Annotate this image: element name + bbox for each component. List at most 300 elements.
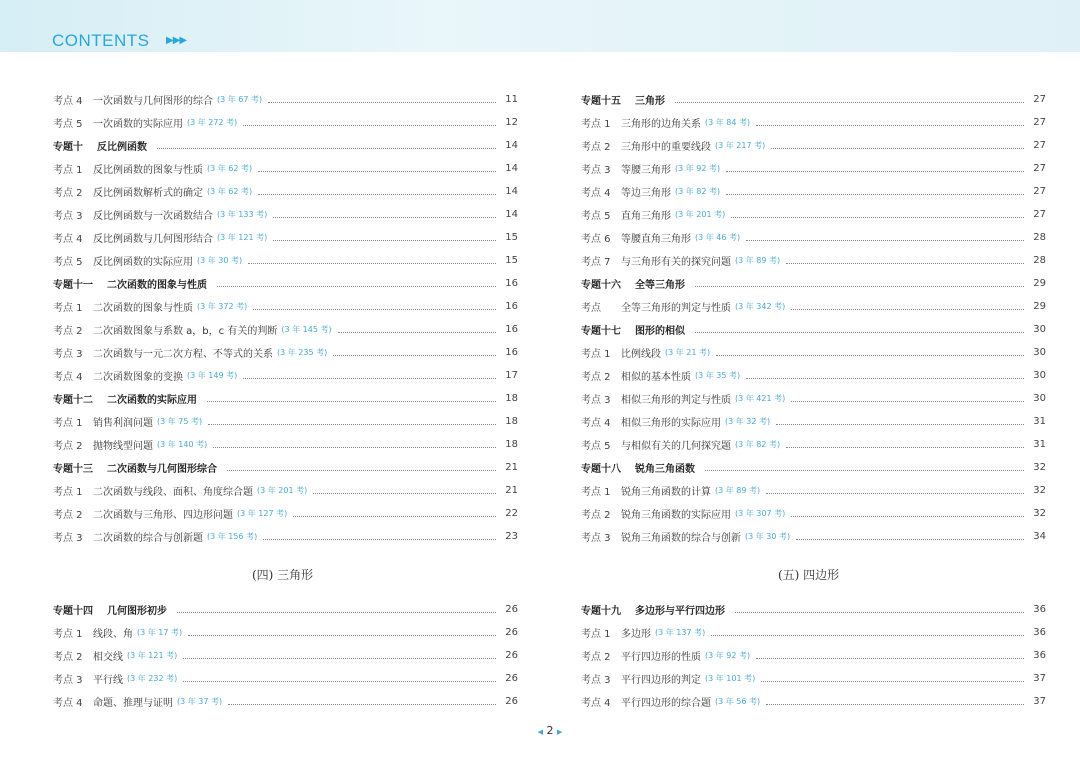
toc-entry-title: 三角形 xyxy=(635,96,665,107)
toc-entry-title: 反比例函数的实际应用 xyxy=(93,257,193,268)
dot-leader xyxy=(177,611,496,613)
toc-entry-number: 考点 2 xyxy=(53,652,83,663)
toc-entry-row[interactable] xyxy=(53,433,518,456)
toc-entry-count: (3 年 217 考) xyxy=(715,141,766,150)
toc-entry-page: 34 xyxy=(1033,531,1046,542)
toc-entry-number: 考点 5 xyxy=(581,441,611,452)
toc-entry-page: 27 xyxy=(1033,186,1046,197)
toc-entry-title: 二次函数的综合与创新题 xyxy=(93,533,203,544)
prev-arrow-icon: ◀ xyxy=(537,728,543,736)
dot-leader xyxy=(675,101,1024,103)
right-toc-bottom xyxy=(581,598,1046,713)
toc-entry-page: 22 xyxy=(505,508,518,519)
toc-entry-count: (3 年 372 考) xyxy=(197,302,248,311)
toc-entry-count: (3 年 32 考) xyxy=(725,417,771,426)
toc-entry-page: 21 xyxy=(505,462,518,473)
toc-entry-number: 考点 4 xyxy=(581,698,611,709)
toc-entry-number: 专题十九 xyxy=(581,606,621,617)
toc-entry-row[interactable] xyxy=(53,157,518,180)
toc-entry-page: 14 xyxy=(505,163,518,174)
dot-leader xyxy=(796,538,1024,540)
toc-entry-title: 二次函数图象与系数 a，b，c 有关的判断 xyxy=(93,326,278,337)
toc-entry-number: 考点 1 xyxy=(53,487,83,498)
toc-entry-count: (3 年 21 考) xyxy=(665,348,711,357)
toc-entry-title: 二次函数的图象与性质 xyxy=(107,280,207,291)
toc-entry-number: 考点 1 xyxy=(53,629,83,640)
toc-entry-row[interactable] xyxy=(581,690,1046,713)
toc-entry-number: 考点 3 xyxy=(53,675,83,686)
dot-leader xyxy=(711,634,1024,636)
toc-entry-number: 考点 4 xyxy=(53,234,83,245)
toc-entry-title: 锐角三角函数 xyxy=(635,464,695,475)
toc-entry-count: (3 年 37 考) xyxy=(177,697,223,706)
page-number xyxy=(530,724,570,737)
toc-entry-row[interactable] xyxy=(53,249,518,272)
section-title-quadrilateral: (五) 四边形 xyxy=(778,568,840,582)
toc-entry-title: 抛物线型问题 xyxy=(93,441,153,452)
dot-leader xyxy=(756,124,1024,126)
toc-entry-number: 考点 5 xyxy=(53,257,83,268)
toc-entry-number: 考点 5 xyxy=(53,119,83,130)
dot-leader xyxy=(776,423,1024,425)
toc-entry-title: 直角三角形 xyxy=(621,211,671,222)
dot-leader xyxy=(791,515,1024,517)
dot-leader xyxy=(746,377,1024,379)
toc-entry-title: 反比例函数与一次函数结合 xyxy=(93,211,213,222)
right-toc-top xyxy=(581,88,1046,548)
toc-entry-number: 专题十三 xyxy=(53,464,93,475)
toc-topic-row[interactable] xyxy=(53,456,518,479)
toc-entry-row[interactable] xyxy=(581,644,1046,667)
toc-entry-number: 考点 3 xyxy=(53,211,83,222)
left-toc-bottom xyxy=(53,598,518,713)
toc-entry-count: (3 年 232 考) xyxy=(127,674,178,683)
toc-entry-row[interactable] xyxy=(53,111,518,134)
toc-entry-page: 28 xyxy=(1033,232,1046,243)
toc-entry-count: (3 年 62 考) xyxy=(207,187,253,196)
dot-leader xyxy=(716,354,1024,356)
toc-entry-title: 多边形 xyxy=(621,629,651,640)
toc-entry-row[interactable] xyxy=(53,479,518,502)
dot-leader xyxy=(333,354,496,356)
dot-leader xyxy=(695,331,1024,333)
toc-entry-number: 考点 2 xyxy=(53,326,83,337)
toc-entry-page: 32 xyxy=(1033,508,1046,519)
toc-entry-page: 11 xyxy=(505,94,518,105)
toc-entry-page: 26 xyxy=(505,673,518,684)
toc-entry-page: 16 xyxy=(505,324,518,335)
dot-leader xyxy=(766,492,1024,494)
toc-entry-number: 考点 4 xyxy=(53,698,83,709)
toc-entry-row[interactable] xyxy=(581,111,1046,134)
toc-entry-page: 16 xyxy=(505,301,518,312)
toc-entry-title: 线段、角 xyxy=(93,629,133,640)
toc-entry-number: 考点 1 xyxy=(53,303,83,314)
left-toc-top xyxy=(53,88,518,548)
toc-entry-count: (3 年 30 考) xyxy=(745,532,791,541)
toc-entry-number: 考点 2 xyxy=(581,510,611,521)
toc-entry-number: 考点 4 xyxy=(581,418,611,429)
toc-entry-row[interactable] xyxy=(53,502,518,525)
toc-entry-title: 比例线段 xyxy=(621,349,661,360)
toc-topic-row[interactable] xyxy=(53,598,518,621)
toc-entry-page: 16 xyxy=(505,347,518,358)
toc-topic-row[interactable] xyxy=(53,387,518,410)
toc-entry-row[interactable] xyxy=(53,295,518,318)
toc-entry-page: 27 xyxy=(1033,209,1046,220)
toc-entry-page: 36 xyxy=(1033,650,1046,661)
toc-entry-number: 考点 3 xyxy=(581,395,611,406)
toc-entry-count: (3 年 235 考) xyxy=(277,348,328,357)
toc-entry-number: 考点 2 xyxy=(581,142,611,153)
dot-leader xyxy=(766,703,1024,705)
toc-entry-title: 锐角三角函数的综合与创新 xyxy=(621,533,741,544)
toc-entry-page: 29 xyxy=(1033,278,1046,289)
toc-entry-row[interactable] xyxy=(581,479,1046,502)
toc-entry-title: 反比例函数 xyxy=(97,142,147,153)
toc-entry-count: (3 年 84 考) xyxy=(705,118,751,127)
dot-leader xyxy=(746,239,1024,241)
toc-entry-title: 等腰三角形 xyxy=(621,165,671,176)
toc-entry-number: 考点 6 xyxy=(581,234,611,245)
dot-leader xyxy=(313,492,496,494)
dot-leader xyxy=(263,538,496,540)
dot-leader xyxy=(268,101,496,103)
toc-entry-page: 15 xyxy=(505,255,518,266)
toc-entry-row[interactable] xyxy=(53,410,518,433)
toc-entry-count: (3 年 82 考) xyxy=(735,440,781,449)
toc-entry-row[interactable] xyxy=(581,433,1046,456)
toc-entry-count: (3 年 67 考) xyxy=(217,95,263,104)
dot-leader xyxy=(735,611,1024,613)
toc-entry-title: 反比例函数的图象与性质 xyxy=(93,165,203,176)
dot-leader xyxy=(183,657,496,659)
toc-entry-page: 18 xyxy=(505,393,518,404)
toc-entry-count: (3 年 56 考) xyxy=(715,697,761,706)
toc-entry-row[interactable] xyxy=(581,226,1046,249)
dot-leader xyxy=(208,423,496,425)
toc-entry-title: 销售利润问题 xyxy=(93,418,153,429)
toc-entry-title: 全等三角形的判定与性质 xyxy=(621,303,731,314)
dot-leader xyxy=(207,400,496,402)
toc-entry-page: 27 xyxy=(1033,94,1046,105)
toc-topic-row[interactable] xyxy=(53,272,518,295)
toc-entry-title: 反比例函数解析式的确定 xyxy=(93,188,203,199)
toc-entry-number: 考点 2 xyxy=(53,441,83,452)
toc-entry-count: (3 年 30 考) xyxy=(197,256,243,265)
toc-entry-page: 37 xyxy=(1033,673,1046,684)
toc-entry-row[interactable] xyxy=(581,364,1046,387)
toc-entry-page: 30 xyxy=(1033,324,1046,335)
toc-entry-page: 26 xyxy=(505,604,518,615)
toc-entry-number: 专题十八 xyxy=(581,464,621,475)
toc-entry-number: 专题十七 xyxy=(581,326,621,337)
toc-entry-row[interactable] xyxy=(581,249,1046,272)
toc-entry-page: 21 xyxy=(505,485,518,496)
toc-entry-count: (3 年 149 考) xyxy=(187,371,238,380)
toc-entry-row[interactable] xyxy=(53,226,518,249)
toc-entry-number: 考点 4 xyxy=(53,372,83,383)
toc-entry-number: 专题十四 xyxy=(53,606,93,617)
toc-entry-title: 图形的相似 xyxy=(635,326,685,337)
toc-entry-title: 相似三角形的实际应用 xyxy=(621,418,721,429)
dot-leader xyxy=(227,469,496,471)
toc-entry-page: 16 xyxy=(505,278,518,289)
dot-leader xyxy=(731,216,1024,218)
toc-entry-count: (3 年 133 考) xyxy=(217,210,268,219)
toc-topic-row[interactable] xyxy=(581,272,1046,295)
toc-entry-page: 14 xyxy=(505,186,518,197)
toc-entry-row[interactable] xyxy=(581,203,1046,226)
toc-entry-count: (3 年 35 考) xyxy=(695,371,741,380)
toc-entry-count: (3 年 46 考) xyxy=(695,233,741,242)
toc-entry-row[interactable] xyxy=(581,134,1046,157)
toc-entry-row[interactable] xyxy=(581,157,1046,180)
toc-entry-page: 31 xyxy=(1033,416,1046,427)
toc-entry-count: (3 年 89 考) xyxy=(735,256,781,265)
toc-entry-page: 30 xyxy=(1033,370,1046,381)
toc-entry-number: 考点 4 xyxy=(53,96,83,107)
toc-entry-count: (3 年 140 考) xyxy=(157,440,208,449)
dot-leader xyxy=(695,285,1024,287)
toc-entry-row[interactable] xyxy=(581,502,1046,525)
toc-entry-row[interactable] xyxy=(581,525,1046,548)
toc-entry-title: 锐角三角函数的计算 xyxy=(621,487,711,498)
toc-entry-page: 32 xyxy=(1033,462,1046,473)
toc-entry-row[interactable] xyxy=(581,180,1046,203)
toc-entry-title: 相交线 xyxy=(93,652,123,663)
toc-entry-count: (3 年 342 考) xyxy=(735,302,786,311)
toc-entry-number: 考点 3 xyxy=(53,349,83,360)
toc-entry-page: 12 xyxy=(505,117,518,128)
toc-entry-title: 全等三角形 xyxy=(635,280,685,291)
toc-entry-row[interactable] xyxy=(53,525,518,548)
toc-entry-title: 等腰直角三角形 xyxy=(621,234,691,245)
toc-entry-row[interactable] xyxy=(53,621,518,644)
dot-leader xyxy=(243,124,496,126)
toc-entry-page: 26 xyxy=(505,627,518,638)
dot-leader xyxy=(338,331,496,333)
toc-entry-number: 考点 4 xyxy=(581,188,611,199)
toc-entry-title: 相似的基本性质 xyxy=(621,372,691,383)
toc-entry-count: (3 年 121 考) xyxy=(217,233,268,242)
toc-entry-page: 14 xyxy=(505,140,518,151)
toc-entry-title: 平行四边形的性质 xyxy=(621,652,701,663)
toc-entry-count: (3 年 89 考) xyxy=(715,486,761,495)
dot-leader xyxy=(786,262,1024,264)
toc-entry-count: (3 年 75 考) xyxy=(157,417,203,426)
toc-entry-row[interactable] xyxy=(53,341,518,364)
toc-entry-count: (3 年 17 考) xyxy=(137,628,183,637)
toc-entry-number: 考点 1 xyxy=(581,349,611,360)
toc-entry-number: 考点 3 xyxy=(581,165,611,176)
toc-entry-number: 考点 2 xyxy=(581,652,611,663)
toc-entry-page: 15 xyxy=(505,232,518,243)
toc-entry-page: 27 xyxy=(1033,163,1046,174)
toc-entry-number: 考点 1 xyxy=(581,629,611,640)
toc-entry-title: 三角形的边角关系 xyxy=(621,119,701,130)
toc-entry-number: 考点 3 xyxy=(53,533,83,544)
toc-entry-count: (3 年 421 考) xyxy=(735,394,786,403)
dot-leader xyxy=(786,446,1024,448)
toc-entry-number: 考点 3 xyxy=(581,675,611,686)
dot-leader xyxy=(791,400,1024,402)
dot-leader xyxy=(726,193,1024,195)
toc-entry-row[interactable] xyxy=(53,667,518,690)
toc-entry-count: (3 年 127 考) xyxy=(237,509,288,518)
toc-entry-row[interactable] xyxy=(581,341,1046,364)
toc-entry-title: 等边三角形 xyxy=(621,188,671,199)
toc-entry-count: (3 年 137 考) xyxy=(655,628,706,637)
toc-entry-number: 考点 1 xyxy=(53,418,83,429)
dot-leader xyxy=(761,680,1024,682)
toc-entry-title: 多边形与平行四边形 xyxy=(635,606,725,617)
toc-entry-number: 专题十一 xyxy=(53,280,93,291)
toc-entry-count: (3 年 307 考) xyxy=(735,509,786,518)
toc-entry-page: 30 xyxy=(1033,393,1046,404)
dot-leader xyxy=(771,147,1024,149)
toc-entry-count: (3 年 272 考) xyxy=(187,118,238,127)
toc-entry-page: 27 xyxy=(1033,117,1046,128)
toc-entry-title: 一次函数的实际应用 xyxy=(93,119,183,130)
toc-entry-title: 锐角三角函数的实际应用 xyxy=(621,510,731,521)
toc-entry-page: 31 xyxy=(1033,439,1046,450)
next-arrow-icon: ▶ xyxy=(557,728,563,736)
toc-entry-title: 与相似有关的几何探究题 xyxy=(621,441,731,452)
toc-entry-row[interactable] xyxy=(581,410,1046,433)
toc-entry-number: 考点 3 xyxy=(581,533,611,544)
toc-entry-page: 17 xyxy=(505,370,518,381)
toc-entry-row[interactable] xyxy=(53,644,518,667)
toc-entry-row[interactable] xyxy=(53,364,518,387)
toc-entry-count: (3 年 62 考) xyxy=(207,164,253,173)
toc-entry-count: (3 年 101 考) xyxy=(705,674,756,683)
toc-topic-row[interactable] xyxy=(581,88,1046,111)
dot-leader xyxy=(228,703,496,705)
toc-entry-title: 平行四边形的综合题 xyxy=(621,698,711,709)
toc-entry-title: 与三角形有关的探究问题 xyxy=(621,257,731,268)
toc-entry-title: 平行四边形的判定 xyxy=(621,675,701,686)
toc-entry-row[interactable] xyxy=(53,180,518,203)
page-number-value: 2 xyxy=(546,724,554,737)
toc-entry-page: 14 xyxy=(505,209,518,220)
toc-entry-count: (3 年 156 考) xyxy=(207,532,258,541)
contents-title: CONTENTS xyxy=(52,31,150,50)
toc-entry-title: 几何图形初步 xyxy=(107,606,167,617)
toc-entry-count: (3 年 121 考) xyxy=(127,651,178,660)
toc-entry-title: 命题、推理与证明 xyxy=(93,698,173,709)
toc-entry-number: 专题十六 xyxy=(581,280,621,291)
toc-entry-title: 相似三角形的判定与性质 xyxy=(621,395,731,406)
dot-leader xyxy=(188,634,496,636)
toc-entry-number: 考点 1 xyxy=(53,165,83,176)
toc-topic-row[interactable] xyxy=(53,134,518,157)
toc-entry-title: 二次函数与线段、面积、角度综合题 xyxy=(93,487,253,498)
toc-entry-count: (3 年 92 考) xyxy=(705,651,751,660)
toc-entry-page: 18 xyxy=(505,416,518,427)
toc-topic-row[interactable] xyxy=(581,318,1046,341)
toc-entry-page: 27 xyxy=(1033,140,1046,151)
dot-leader xyxy=(157,147,496,149)
toc-entry-number: 专题十 xyxy=(53,142,83,153)
toc-entry-number: 考点 1 xyxy=(581,487,611,498)
dot-leader xyxy=(273,239,496,241)
toc-entry-page: 37 xyxy=(1033,696,1046,707)
toc-entry-number: 考点 2 xyxy=(53,188,83,199)
toc-entry-page: 36 xyxy=(1033,627,1046,638)
dot-leader xyxy=(258,193,496,195)
dot-leader xyxy=(293,515,496,517)
section-title-triangle: (四) 三角形 xyxy=(252,568,314,582)
dot-leader xyxy=(705,469,1024,471)
toc-entry-title: 三角形中的重要线段 xyxy=(621,142,711,153)
dot-leader xyxy=(183,680,496,682)
toc-entry-number: 考点 2 xyxy=(581,372,611,383)
toc-entry-row[interactable] xyxy=(53,318,518,341)
toc-entry-title: 二次函数的实际应用 xyxy=(107,395,197,406)
toc-entry-page: 26 xyxy=(505,696,518,707)
toc-entry-number: 考点 5 xyxy=(581,211,611,222)
toc-entry-count: (3 年 82 考) xyxy=(675,187,721,196)
dot-leader xyxy=(273,216,496,218)
toc-entry-page: 26 xyxy=(505,650,518,661)
toc-entry-title: 二次函数与一元二次方程、不等式的关系 xyxy=(93,349,273,360)
toc-entry-number: 考点 7 xyxy=(581,257,611,268)
toc-entry-number: 考点 xyxy=(581,303,601,314)
toc-entry-number: 考点 1 xyxy=(581,119,611,130)
toc-entry-title: 平行线 xyxy=(93,675,123,686)
toc-entry-row[interactable] xyxy=(53,690,518,713)
dot-leader xyxy=(756,657,1024,659)
toc-entry-title: 二次函数与三角形、四边形问题 xyxy=(93,510,233,521)
dot-leader xyxy=(248,262,496,264)
toc-entry-count: (3 年 92 考) xyxy=(675,164,721,173)
arrows-icon: ▶▶▶ xyxy=(166,35,187,46)
dot-leader xyxy=(791,308,1024,310)
dot-leader xyxy=(258,170,496,172)
toc-entry-row[interactable] xyxy=(53,203,518,226)
toc-entry-page: 30 xyxy=(1033,347,1046,358)
toc-entry-row[interactable] xyxy=(581,295,1046,318)
toc-entry-page: 23 xyxy=(505,531,518,542)
toc-entry-page: 28 xyxy=(1033,255,1046,266)
dot-leader xyxy=(726,170,1024,172)
dot-leader xyxy=(243,377,496,379)
header-banner xyxy=(0,0,1080,52)
dot-leader xyxy=(217,285,496,287)
toc-entry-page: 18 xyxy=(505,439,518,450)
dot-leader xyxy=(213,446,496,448)
toc-entry-title: 反比例函数与几何图形结合 xyxy=(93,234,213,245)
toc-entry-row[interactable] xyxy=(53,88,518,111)
toc-entry-row[interactable] xyxy=(581,621,1046,644)
toc-entry-title: 一次函数与几何图形的综合 xyxy=(93,96,213,107)
toc-entry-title: 二次函数图象的变换 xyxy=(93,372,183,383)
toc-entry-count: (3 年 145 考) xyxy=(281,325,332,334)
toc-entry-row[interactable] xyxy=(581,387,1046,410)
toc-entry-title: 二次函数与几何图形综合 xyxy=(107,464,217,475)
toc-entry-number: 专题十五 xyxy=(581,96,621,107)
toc-entry-title: 二次函数的图象与性质 xyxy=(93,303,193,314)
toc-entry-count: (3 年 201 考) xyxy=(257,486,308,495)
toc-entry-number: 专题十二 xyxy=(53,395,93,406)
toc-entry-row[interactable] xyxy=(581,667,1046,690)
toc-entry-page: 29 xyxy=(1033,301,1046,312)
toc-entry-count: (3 年 201 考) xyxy=(675,210,726,219)
toc-topic-row[interactable] xyxy=(581,456,1046,479)
dot-leader xyxy=(253,308,496,310)
toc-topic-row[interactable] xyxy=(581,598,1046,621)
